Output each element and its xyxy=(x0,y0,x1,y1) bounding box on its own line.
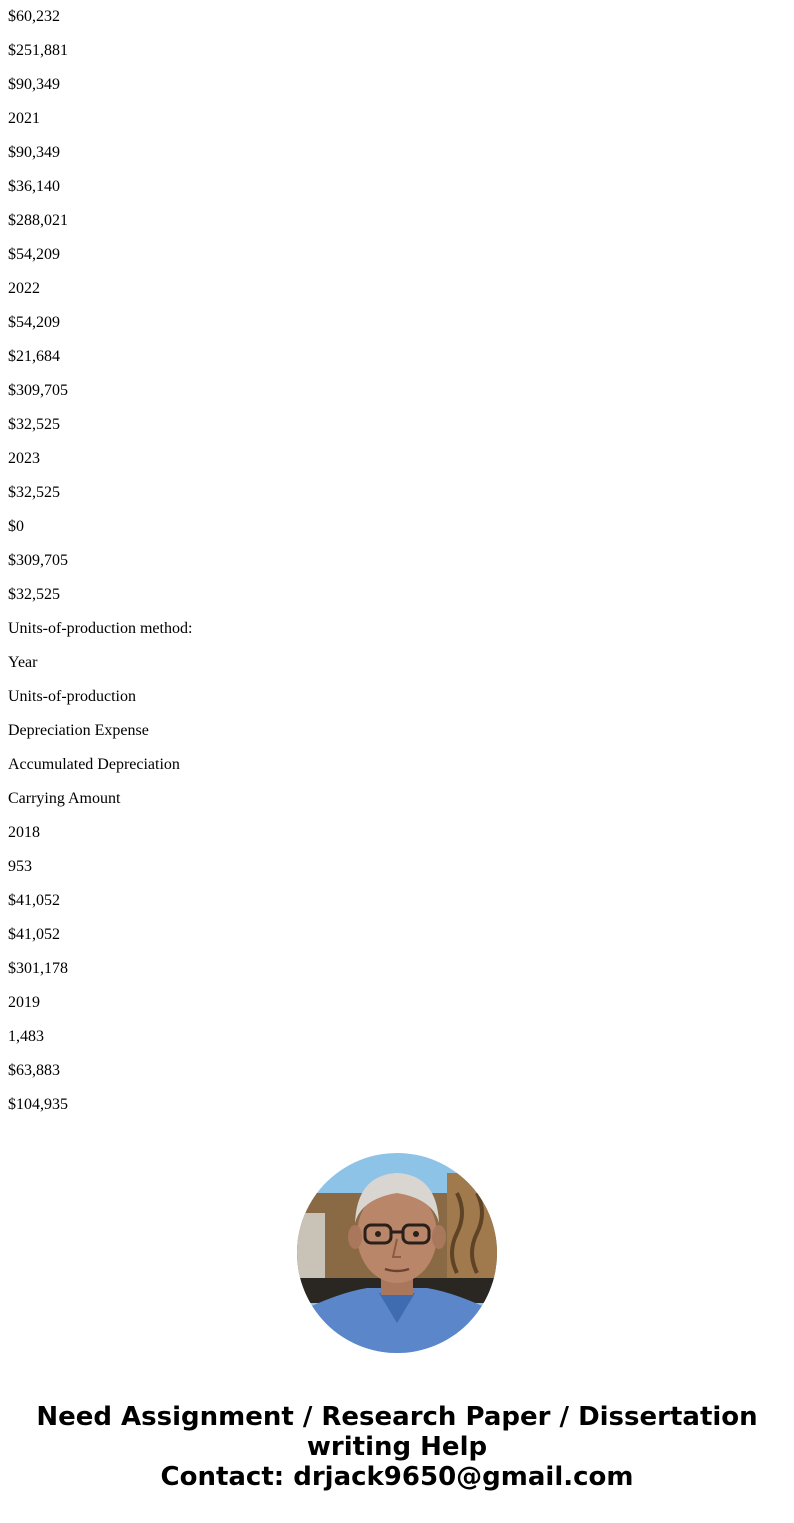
text-line: $251,881 xyxy=(8,42,68,59)
text-line: $32,525 xyxy=(8,586,60,603)
column-header: Depreciation Expense xyxy=(8,722,149,739)
text-line: $63,883 xyxy=(8,1062,60,1079)
text-line: $21,684 xyxy=(8,348,60,365)
text-line: $41,052 xyxy=(8,892,60,909)
text-line: $104,935 xyxy=(8,1096,68,1113)
text-line: $309,705 xyxy=(8,552,68,569)
document-text xyxy=(8,0,788,1122)
section-heading: Units-of-production method: xyxy=(8,620,193,637)
text-line: $309,705 xyxy=(8,382,68,399)
text-line: $41,052 xyxy=(8,926,60,943)
text-line: $60,232 xyxy=(8,8,60,25)
text-line: 2018 xyxy=(8,824,40,841)
text-line: 953 xyxy=(8,858,32,875)
text-line: $54,209 xyxy=(8,246,60,263)
column-header: Accumulated Depreciation xyxy=(8,756,180,773)
promo-line-1: Need Assignment / Research Paper / Dissertation xyxy=(36,1402,758,1432)
column-header: Year xyxy=(8,654,38,671)
text-line: 2022 xyxy=(8,280,40,297)
text-line: $301,178 xyxy=(8,960,68,977)
contact-promo xyxy=(0,1402,794,1492)
text-line: 1,483 xyxy=(8,1028,44,1045)
text-line: $0 xyxy=(8,518,24,535)
author-avatar xyxy=(297,1153,497,1353)
portrait-image xyxy=(297,1153,497,1353)
text-line: 2021 xyxy=(8,110,40,127)
text-line: $36,140 xyxy=(8,178,60,195)
text-line: $90,349 xyxy=(8,144,60,161)
text-line: $54,209 xyxy=(8,314,60,331)
text-line: 2019 xyxy=(8,994,40,1011)
text-line: $288,021 xyxy=(8,212,68,229)
column-header: Units-of-production xyxy=(8,688,136,705)
promo-line-2: writing Help xyxy=(306,1432,488,1462)
promo-contact-email: Contact: drjack9650@gmail.com xyxy=(160,1462,634,1492)
column-header: Carrying Amount xyxy=(8,790,121,807)
text-line: $32,525 xyxy=(8,416,60,433)
text-line: $32,525 xyxy=(8,484,60,501)
text-line: 2023 xyxy=(8,450,40,467)
text-line: $90,349 xyxy=(8,76,60,93)
